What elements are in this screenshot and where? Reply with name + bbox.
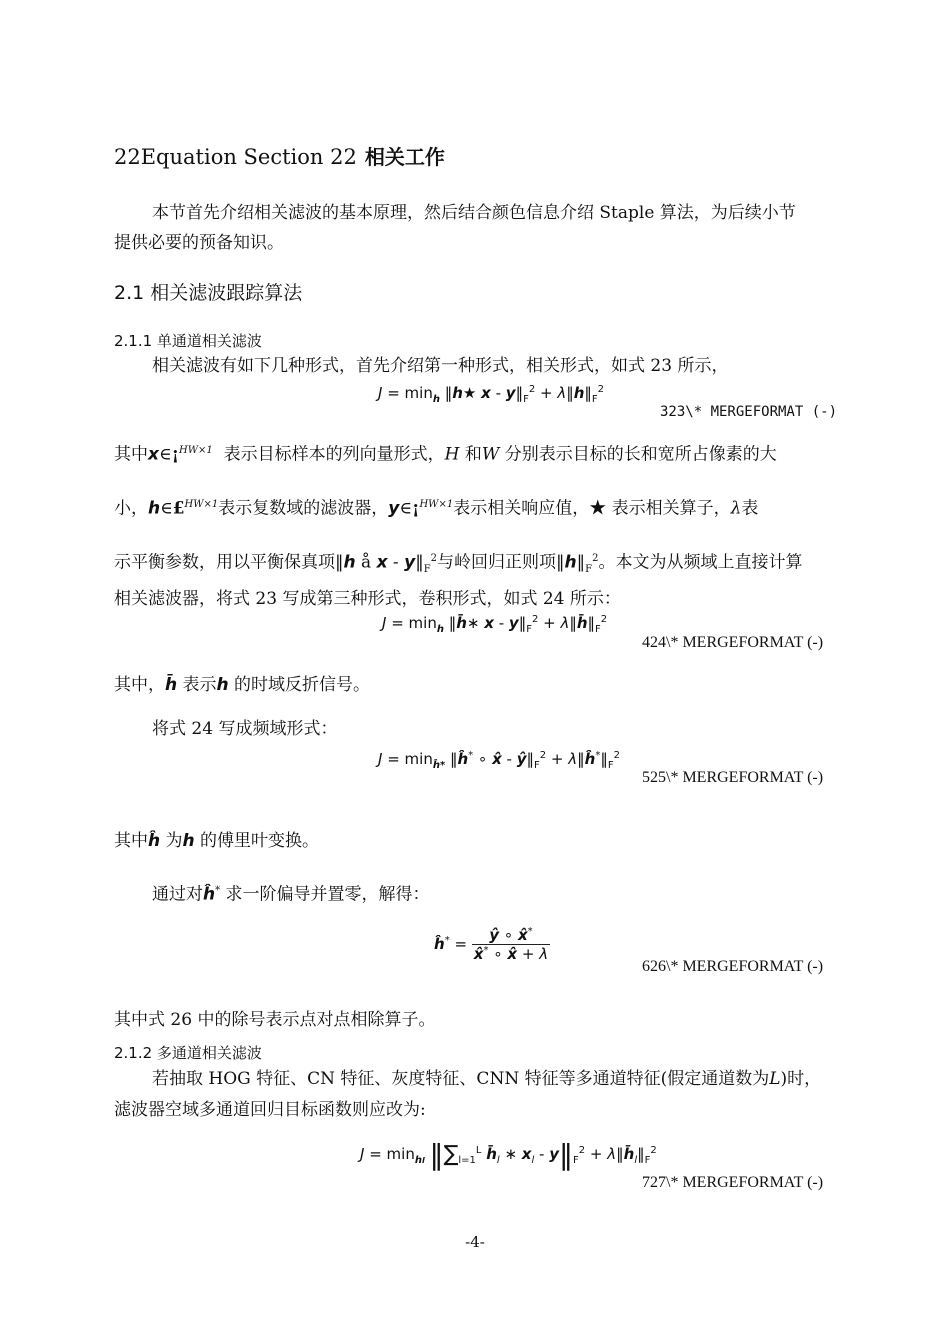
paragraph-8: 其中ĥ 为h 的傅里叶变换。 <box>114 831 320 851</box>
paragraph-9: 通过对ĥ* 求一阶偏导并置零，解得： <box>152 884 430 905</box>
equation-3-number: 525\* MERGEFORMAT (-) <box>642 769 824 786</box>
equation-3: $J = \min_{ĥ*}$ ‖ĥ* ∘ x̂ - $ŷ‖_F^2$ + $\lambda‖ĥ^*‖_F^2$ <box>378 750 620 771</box>
equation-4: ĥ* = $\frac{ŷ \circ x̂^*}{x̂^* \circ x̂ + \lambda}$ <box>434 926 549 963</box>
equation-4-fraction: $\frac{ŷ \circ x̂^*}{x̂^* \circ x̂ + \lambda}$ <box>473 926 549 963</box>
equation-1-number: 323\* MERGEFORMAT (-) <box>660 404 838 420</box>
chapter-prefix: 22Equation Section 22 <box>114 145 357 169</box>
paragraph-4: 示平衡参数，用以平衡保真项‖h å x - $y‖_F^2$与岭回归正则项$‖h‖_F^2$。本文为从频域上直接计算 <box>114 552 803 576</box>
paragraph-3: 小，h∈£$^{HW\times 1}$表示复数域的滤波器，y∈¡$^{HW\times 1}$表示相关响应值，★ 表示相关算子，λ表 <box>114 498 759 519</box>
paragraph-1: 相关滤波有如下几种形式，首先介绍第一种形式，相关形式，如式 23 所示， <box>152 356 729 376</box>
paragraph-11: 若抽取 HOG 特征、CN 特征、灰度特征、CNN 特征等多通道特征(假定通道数为L)时， <box>152 1069 822 1089</box>
paragraph-6: 其中，h̄ 表示h 的时域反折信号。 <box>114 675 371 695</box>
paragraph-5: 相关滤波器，将式 23 写成第三种形式，卷积形式，如式 24 所示： <box>114 589 621 609</box>
section-heading: 2.1 相关滤波跟踪算法 <box>114 282 303 304</box>
equation-4-number: 626\* MERGEFORMAT (-) <box>642 958 824 975</box>
subsection-heading-2-1-2: 2.1.2 多通道相关滤波 <box>114 1044 262 1062</box>
subsection-heading-2-1-1: 2.1.1 单通道相关滤波 <box>114 332 262 350</box>
intro-line-1: 本节首先介绍相关滤波的基本原理，然后结合颜色信息介绍 Staple 算法，为后续小节 <box>152 203 796 223</box>
paragraph-2: 其中x∈¡$^{HW\times 1}$ 表示目标样本的列向量形式，H 和W 分别表示目标的长和宽所占像素的大 <box>114 444 777 465</box>
paragraph-12: 滤波器空域多通道回归目标函数则应改为: <box>114 1100 426 1120</box>
chapter-title-text: 相关工作 <box>364 145 445 169</box>
equation-5-number: 727\* MERGEFORMAT (-) <box>642 1174 824 1191</box>
equation-5: $J = \min_{hl}$ $‖\sum_{l=1}^L$ $h̄_l$ ∗ $x_l$ - $y‖_F^2$ + $\lambda‖h̄_l‖_F^2$ <box>360 1138 657 1171</box>
paragraph-7: 将式 24 写成频域形式： <box>152 719 338 739</box>
paragraph-10: 其中式 26 中的除号表示点对点相除算子。 <box>114 1010 436 1030</box>
equation-2-number: 424\* MERGEFORMAT (-) <box>642 634 824 651</box>
equation-1: $J = \min_h$ ‖h★ x - $y‖_F^2$ + $\lambda‖h‖_F^2$ <box>378 384 605 405</box>
intro-line-2: 提供必要的预备知识。 <box>114 233 284 253</box>
equation-2: $J = \min_h$ ‖h̄∗ x - $y‖_F^2$ + $\lambda‖h̄‖_F^2$ <box>382 614 608 635</box>
chapter-title <box>114 141 445 170</box>
page-number: -4- <box>465 1233 485 1251</box>
